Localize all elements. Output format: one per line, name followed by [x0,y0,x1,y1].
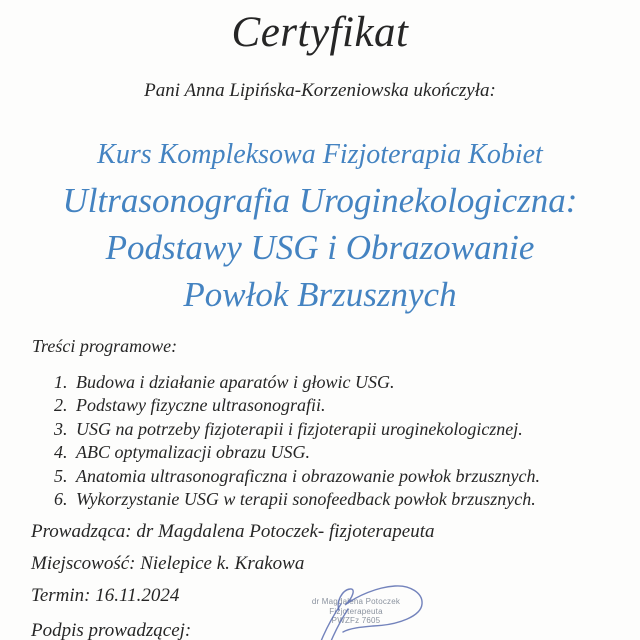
program-heading: Treści programowe: [32,336,178,356]
program-item-1: 1. Budowa i działanie aparatów i głowic USG. [72,371,540,394]
program-item-3: 3. USG na potrzeby fizjoterapii i fizjoterapii uroginekologicznej. [72,418,540,441]
program-item-4: 4. ABC optymalizacji obrazu USG. [72,441,540,464]
stamp-role: Fizjoterapeuta [329,606,383,616]
course-title-line-2: Ultrasonografia Uroginekologiczna: [62,181,578,220]
stamp-license: PWZFz 7605 [331,616,381,625]
certificate-title: Certyfikat [231,9,409,56]
course-title-line-1: Kurs Kompleksowa Fizjoterapia Kobiet [97,139,543,170]
course-title-block [0,132,640,318]
program-item-6: 6. Wykorzystanie USG w terapii sonofeedback powłok brzusznych. [72,488,540,511]
instructor-line: Prowadząca: dr Magdalena Potoczek- fizjoterapeuta [31,521,435,542]
course-title-line-3: Podstawy USG i Obrazowanie [105,228,535,267]
program-item-5: 5. Anatomia ultrasonograficzna i obrazowanie powłok brzusznych. [72,465,540,488]
program-list [46,371,540,511]
program-item-2: 2. Podstawy fizyczne ultrasonografii. [72,394,540,417]
date-line: Termin: 16.11.2024 [31,585,180,606]
course-title-line-4: Powłok Brzusznych [183,275,457,314]
recipient-line: Pani Anna Lipińska-Korzeniowska ukończyła: [144,80,496,101]
stamp-name: dr Magdalena Potoczek [311,597,401,606]
handwritten-signature-scribble [295,576,445,640]
location-line: Miejscowość: Nielepice k. Krakowa [31,553,305,574]
signature-label: Podpis prowadzącej: [31,620,192,640]
